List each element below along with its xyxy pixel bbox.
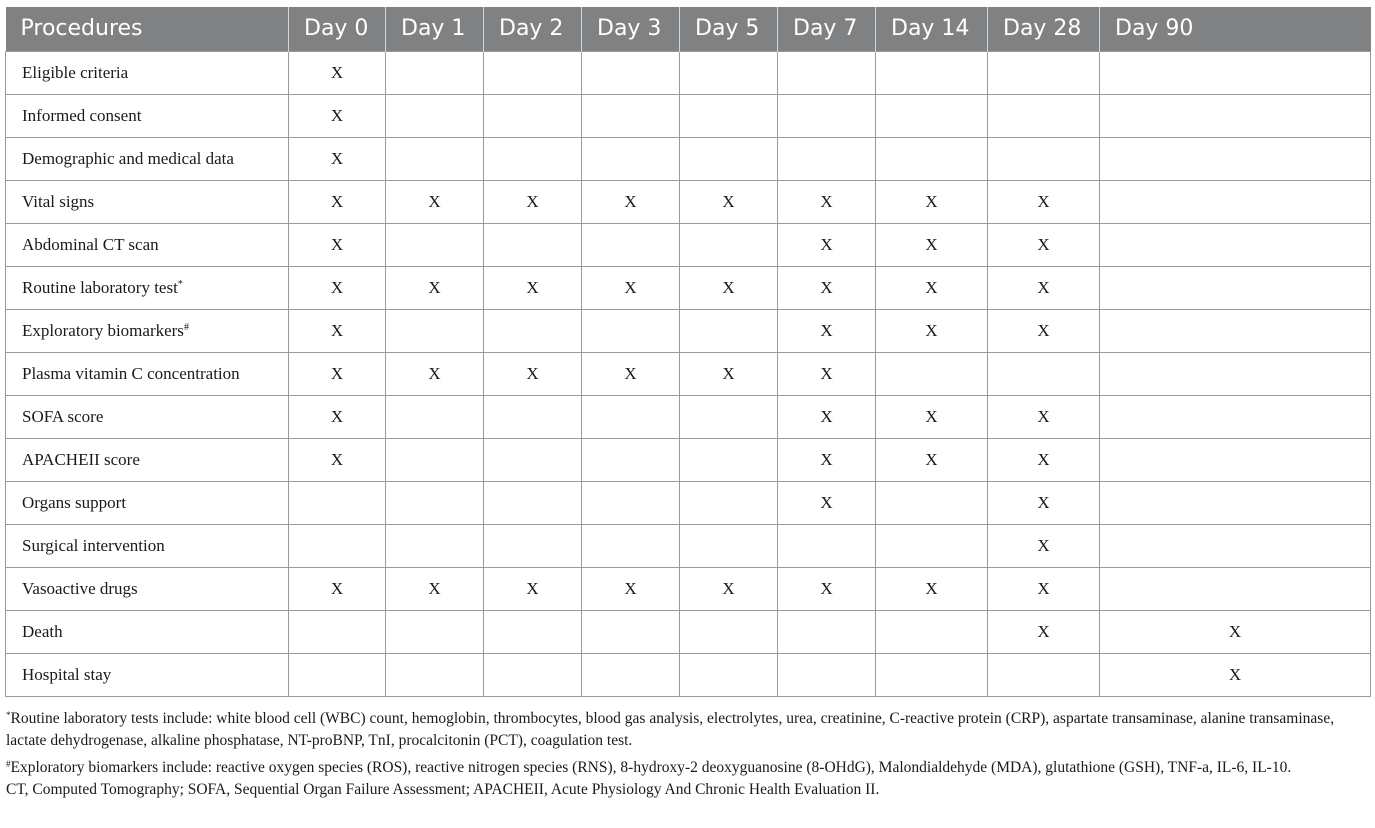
schedule-mark-cell: [484, 610, 582, 653]
footnote-routine-tests: [6, 704, 1370, 753]
schedule-mark-cell: [1100, 395, 1371, 438]
schedule-mark-cell: X: [386, 266, 484, 309]
schedule-mark-cell: [778, 94, 876, 137]
schedule-mark-cell: [680, 309, 778, 352]
table-body: [6, 51, 1371, 696]
schedule-mark-cell: [289, 653, 386, 696]
schedule-mark-cell: X: [386, 180, 484, 223]
schedule-mark-cell: X: [484, 180, 582, 223]
schedule-mark-cell: [876, 610, 988, 653]
schedule-mark-cell: [876, 653, 988, 696]
schedule-mark-cell: X: [778, 352, 876, 395]
schedule-mark-cell: [988, 94, 1100, 137]
schedule-mark-cell: [582, 438, 680, 481]
schedule-mark-cell: [484, 137, 582, 180]
schedule-mark-cell: [876, 51, 988, 94]
schedule-mark-cell: [289, 481, 386, 524]
schedule-mark-cell: [680, 51, 778, 94]
procedure-label: Informed consent: [22, 105, 142, 125]
procedure-label: SOFA score: [22, 406, 104, 426]
procedure-name-cell: [6, 567, 289, 610]
schedule-mark-cell: [778, 51, 876, 94]
schedule-mark-cell: [680, 395, 778, 438]
table-row: [6, 395, 1371, 438]
schedule-mark-cell: X: [876, 567, 988, 610]
schedule-mark-cell: [484, 94, 582, 137]
table-footnotes: [5, 704, 1370, 802]
schedule-mark-cell: X: [778, 180, 876, 223]
column-header-day: Day 90: [1100, 7, 1371, 51]
schedule-mark-cell: [386, 653, 484, 696]
table-row: [6, 481, 1371, 524]
schedule-mark-cell: [680, 524, 778, 567]
schedule-mark-cell: X: [988, 610, 1100, 653]
schedule-mark-cell: X: [582, 567, 680, 610]
procedure-name-cell: [6, 51, 289, 94]
procedures-schedule-table: [5, 7, 1371, 697]
footnote-text: Routine laboratory tests include: white blood cell (WBC) count, hemoglobin, thrombocytes, blood gas analysis, electrolytes, urea, creatinine, C-reactive protein (CRP), aspartate transaminase, alanine transaminase, lactate dehydrogenase, alkaline phosphatase, NT-proBNP, TnI, procalcitonin (PCT), coagulation test.: [6, 709, 1335, 749]
schedule-mark-cell: X: [289, 51, 386, 94]
procedure-name-cell: [6, 137, 289, 180]
schedule-mark-cell: [484, 395, 582, 438]
footnote-text: Exploratory biomarkers include: reactive oxygen species (ROS), reactive nitrogen species (RNS), 8-hydroxy-2 deoxyguanosine (8-OHdG), Malondialdehyde (MDA), glutathione (GSH), TNF-a, IL-6, IL-10.: [10, 758, 1292, 776]
schedule-mark-cell: [1100, 223, 1371, 266]
schedule-mark-cell: X: [778, 438, 876, 481]
schedule-mark-cell: X: [778, 266, 876, 309]
schedule-mark-cell: [386, 94, 484, 137]
schedule-mark-cell: [680, 481, 778, 524]
schedule-mark-cell: X: [289, 352, 386, 395]
schedule-mark-cell: [876, 481, 988, 524]
schedule-mark-cell: X: [582, 266, 680, 309]
footnote-mark: #: [6, 758, 11, 769]
procedure-name-cell: [6, 481, 289, 524]
procedure-label: Abdominal CT scan: [22, 234, 159, 254]
schedule-mark-cell: [484, 653, 582, 696]
schedule-mark-cell: [680, 653, 778, 696]
schedule-mark-cell: [582, 610, 680, 653]
table-header-row: [6, 7, 1371, 51]
schedule-mark-cell: X: [988, 309, 1100, 352]
table-row: [6, 223, 1371, 266]
schedule-mark-cell: [582, 94, 680, 137]
schedule-mark-cell: [1100, 438, 1371, 481]
footnote-reference: #: [183, 321, 189, 333]
schedule-mark-cell: [386, 524, 484, 567]
schedule-mark-cell: [484, 51, 582, 94]
schedule-mark-cell: X: [876, 395, 988, 438]
procedure-name-cell: [6, 653, 289, 696]
procedure-label: Exploratory biomarkers: [22, 320, 184, 340]
schedule-mark-cell: [386, 309, 484, 352]
table-row: [6, 438, 1371, 481]
schedule-mark-cell: X: [988, 567, 1100, 610]
schedule-mark-cell: X: [1100, 610, 1371, 653]
schedule-mark-cell: [582, 653, 680, 696]
table-row: [6, 137, 1371, 180]
column-header-day: Day 2: [484, 7, 582, 51]
procedures-table-container: [5, 7, 1370, 802]
schedule-mark-cell: [988, 352, 1100, 395]
schedule-mark-cell: [876, 94, 988, 137]
table-row: [6, 94, 1371, 137]
schedule-mark-cell: [386, 610, 484, 653]
schedule-mark-cell: [778, 524, 876, 567]
table-row: [6, 567, 1371, 610]
procedure-name-cell: [6, 223, 289, 266]
procedure-name-cell: [6, 395, 289, 438]
schedule-mark-cell: [582, 481, 680, 524]
procedure-name-cell: [6, 309, 289, 352]
schedule-mark-cell: [988, 653, 1100, 696]
schedule-mark-cell: X: [988, 481, 1100, 524]
column-header-day: Day 3: [582, 7, 680, 51]
procedure-label: Death: [22, 621, 63, 641]
schedule-mark-cell: [386, 481, 484, 524]
schedule-mark-cell: [988, 51, 1100, 94]
schedule-mark-cell: [680, 223, 778, 266]
column-header-day: Day 1: [386, 7, 484, 51]
column-header-day: Day 7: [778, 7, 876, 51]
schedule-mark-cell: [386, 137, 484, 180]
schedule-mark-cell: X: [680, 180, 778, 223]
footnote-biomarkers: [6, 753, 1370, 780]
schedule-mark-cell: [484, 309, 582, 352]
table-row: [6, 180, 1371, 223]
table-row: [6, 266, 1371, 309]
schedule-mark-cell: [1100, 567, 1371, 610]
schedule-mark-cell: X: [484, 567, 582, 610]
schedule-mark-cell: X: [289, 567, 386, 610]
procedure-name-cell: [6, 610, 289, 653]
schedule-mark-cell: [582, 524, 680, 567]
schedule-mark-cell: [680, 438, 778, 481]
footnote-abbreviations: CT, Computed Tomography; SOFA, Sequential Organ Failure Assessment; APACHEII, Acute Physiology And Chronic Health Evaluation II.: [6, 781, 880, 798]
schedule-mark-cell: [582, 51, 680, 94]
schedule-mark-cell: X: [988, 180, 1100, 223]
column-header-procedures: Procedures: [6, 7, 289, 51]
schedule-mark-cell: [386, 51, 484, 94]
schedule-mark-cell: X: [876, 309, 988, 352]
procedure-label: Eligible criteria: [22, 62, 129, 82]
schedule-mark-cell: X: [988, 266, 1100, 309]
schedule-mark-cell: X: [289, 137, 386, 180]
schedule-mark-cell: X: [876, 223, 988, 266]
schedule-mark-cell: X: [778, 223, 876, 266]
schedule-mark-cell: [1100, 481, 1371, 524]
procedure-name-cell: [6, 266, 289, 309]
column-header-day: Day 5: [680, 7, 778, 51]
schedule-mark-cell: X: [778, 395, 876, 438]
schedule-mark-cell: X: [484, 266, 582, 309]
procedure-label: Surgical intervention: [22, 535, 165, 555]
schedule-mark-cell: [1100, 137, 1371, 180]
procedure-label: Vital signs: [22, 191, 95, 211]
schedule-mark-cell: [876, 137, 988, 180]
schedule-mark-cell: X: [484, 352, 582, 395]
procedure-name-cell: [6, 94, 289, 137]
schedule-mark-cell: X: [778, 567, 876, 610]
schedule-mark-cell: X: [876, 180, 988, 223]
schedule-mark-cell: X: [680, 266, 778, 309]
procedure-label: Demographic and medical data: [22, 148, 234, 168]
schedule-mark-cell: [1100, 266, 1371, 309]
schedule-mark-cell: [386, 395, 484, 438]
schedule-mark-cell: [484, 223, 582, 266]
schedule-mark-cell: [484, 438, 582, 481]
schedule-mark-cell: [778, 653, 876, 696]
footnote-reference: *: [177, 278, 183, 290]
procedure-name-cell: [6, 352, 289, 395]
schedule-mark-cell: [289, 524, 386, 567]
schedule-mark-cell: [582, 309, 680, 352]
schedule-mark-cell: X: [582, 180, 680, 223]
table-row: [6, 524, 1371, 567]
schedule-mark-cell: X: [680, 567, 778, 610]
schedule-mark-cell: [1100, 180, 1371, 223]
footnote-mark: *: [6, 709, 11, 720]
schedule-mark-cell: X: [778, 309, 876, 352]
procedure-name-cell: [6, 524, 289, 567]
procedure-label: Vasoactive drugs: [22, 578, 138, 598]
procedure-label: Organs support: [22, 492, 127, 512]
schedule-mark-cell: [778, 610, 876, 653]
table-row: [6, 653, 1371, 696]
schedule-mark-cell: X: [289, 438, 386, 481]
schedule-mark-cell: [484, 524, 582, 567]
schedule-mark-cell: [1100, 94, 1371, 137]
schedule-mark-cell: X: [988, 395, 1100, 438]
table-row: [6, 309, 1371, 352]
schedule-mark-cell: X: [289, 309, 386, 352]
column-header-day: Day 0: [289, 7, 386, 51]
schedule-mark-cell: [988, 137, 1100, 180]
schedule-mark-cell: X: [988, 524, 1100, 567]
schedule-mark-cell: X: [289, 395, 386, 438]
schedule-mark-cell: [1100, 309, 1371, 352]
schedule-mark-cell: [680, 610, 778, 653]
schedule-mark-cell: X: [988, 223, 1100, 266]
schedule-mark-cell: [1100, 352, 1371, 395]
schedule-mark-cell: X: [1100, 653, 1371, 696]
procedure-name-cell: [6, 180, 289, 223]
schedule-mark-cell: [876, 352, 988, 395]
schedule-mark-cell: [876, 524, 988, 567]
schedule-mark-cell: [1100, 524, 1371, 567]
schedule-mark-cell: X: [289, 180, 386, 223]
procedure-label: Routine laboratory test: [22, 277, 178, 297]
schedule-mark-cell: X: [778, 481, 876, 524]
schedule-mark-cell: [582, 395, 680, 438]
table-row: [6, 610, 1371, 653]
table-row: [6, 352, 1371, 395]
schedule-mark-cell: X: [289, 94, 386, 137]
schedule-mark-cell: [582, 137, 680, 180]
schedule-mark-cell: X: [582, 352, 680, 395]
schedule-mark-cell: [289, 610, 386, 653]
schedule-mark-cell: [680, 137, 778, 180]
schedule-mark-cell: [582, 223, 680, 266]
column-header-day: Day 28: [988, 7, 1100, 51]
schedule-mark-cell: X: [289, 223, 386, 266]
schedule-mark-cell: X: [680, 352, 778, 395]
schedule-mark-cell: X: [386, 352, 484, 395]
schedule-mark-cell: [386, 223, 484, 266]
schedule-mark-cell: [484, 481, 582, 524]
schedule-mark-cell: X: [988, 438, 1100, 481]
procedure-label: Hospital stay: [22, 664, 112, 684]
procedure-label: Plasma vitamin C concentration: [22, 363, 240, 383]
schedule-mark-cell: X: [386, 567, 484, 610]
schedule-mark-cell: [386, 438, 484, 481]
schedule-mark-cell: [778, 137, 876, 180]
schedule-mark-cell: [1100, 51, 1371, 94]
procedure-name-cell: [6, 438, 289, 481]
schedule-mark-cell: X: [876, 438, 988, 481]
schedule-mark-cell: X: [289, 266, 386, 309]
column-header-day: Day 14: [876, 7, 988, 51]
schedule-mark-cell: [680, 94, 778, 137]
table-row: [6, 51, 1371, 94]
procedure-label: APACHEII score: [22, 449, 140, 469]
schedule-mark-cell: X: [876, 266, 988, 309]
